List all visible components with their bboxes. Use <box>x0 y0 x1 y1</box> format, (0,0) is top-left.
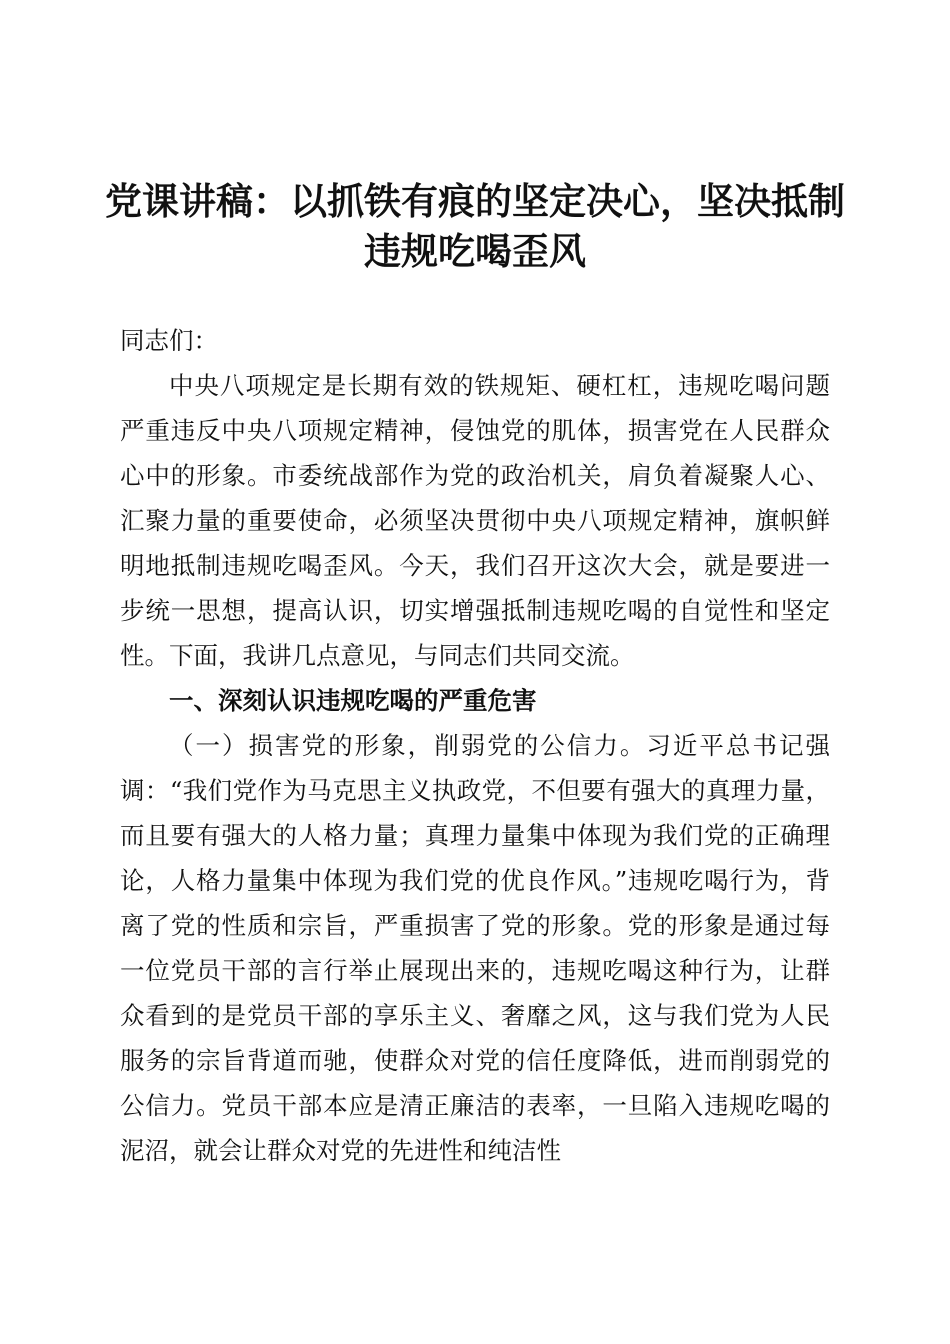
section-heading: 一、深刻认识违规吃喝的严重危害 <box>169 686 537 715</box>
document-title <box>100 176 850 276</box>
section-paragraph: （一）损害党的形象，削弱党的公信力。习近平总书记强调：“我们党作为马克思主义执政党，不但要有强大的真理力量，而且要有强大的人格力量；真理力量集中体现为我们党的正确理论，人格力量集中体现为我们党的优良作风。”违规吃喝行为，背离了党的性质和宗旨，严重损害了党的形象。党的形象是通过每一位党员干部的言行举止展现出来的，违规吃喝这种行为，让群众看到的是党员干部的享乐主义、奢靡之风，这与我们党为人民服务的宗旨背道而驰，使群众对党的信任度降低，进而削弱党的公信力。党员干部本应是清正廉洁的表率，一旦陷入违规吃喝的泥沼，就会让群众对党的先进性和纯洁性 <box>120 731 830 1165</box>
salutation: 同志们： <box>120 326 218 355</box>
document-body <box>120 318 830 1173</box>
title-line-2: 违规吃喝歪风 <box>364 229 586 273</box>
title-line-1: 党课讲稿：以抓铁有痕的坚定决心，坚决抵制 <box>105 179 845 223</box>
intro-paragraph: 中央八项规定是长期有效的铁规矩、硬杠杠，违规吃喝问题严重违反中央八项规定精神，侵蚀党的肌体，损害党在人民群众心中的形象。市委统战部作为党的政治机关，肩负着凝聚人心、汇聚力量的重要使命，必须坚决贯彻中央八项规定精神，旗帜鲜明地抵制违规吃喝歪风。今天，我们召开这次大会，就是要进一步统一思想，提高认识，切实增强抵制违规吃喝的自觉性和坚定性。下面，我讲几点意见，与同志们共同交流。 <box>120 371 830 670</box>
